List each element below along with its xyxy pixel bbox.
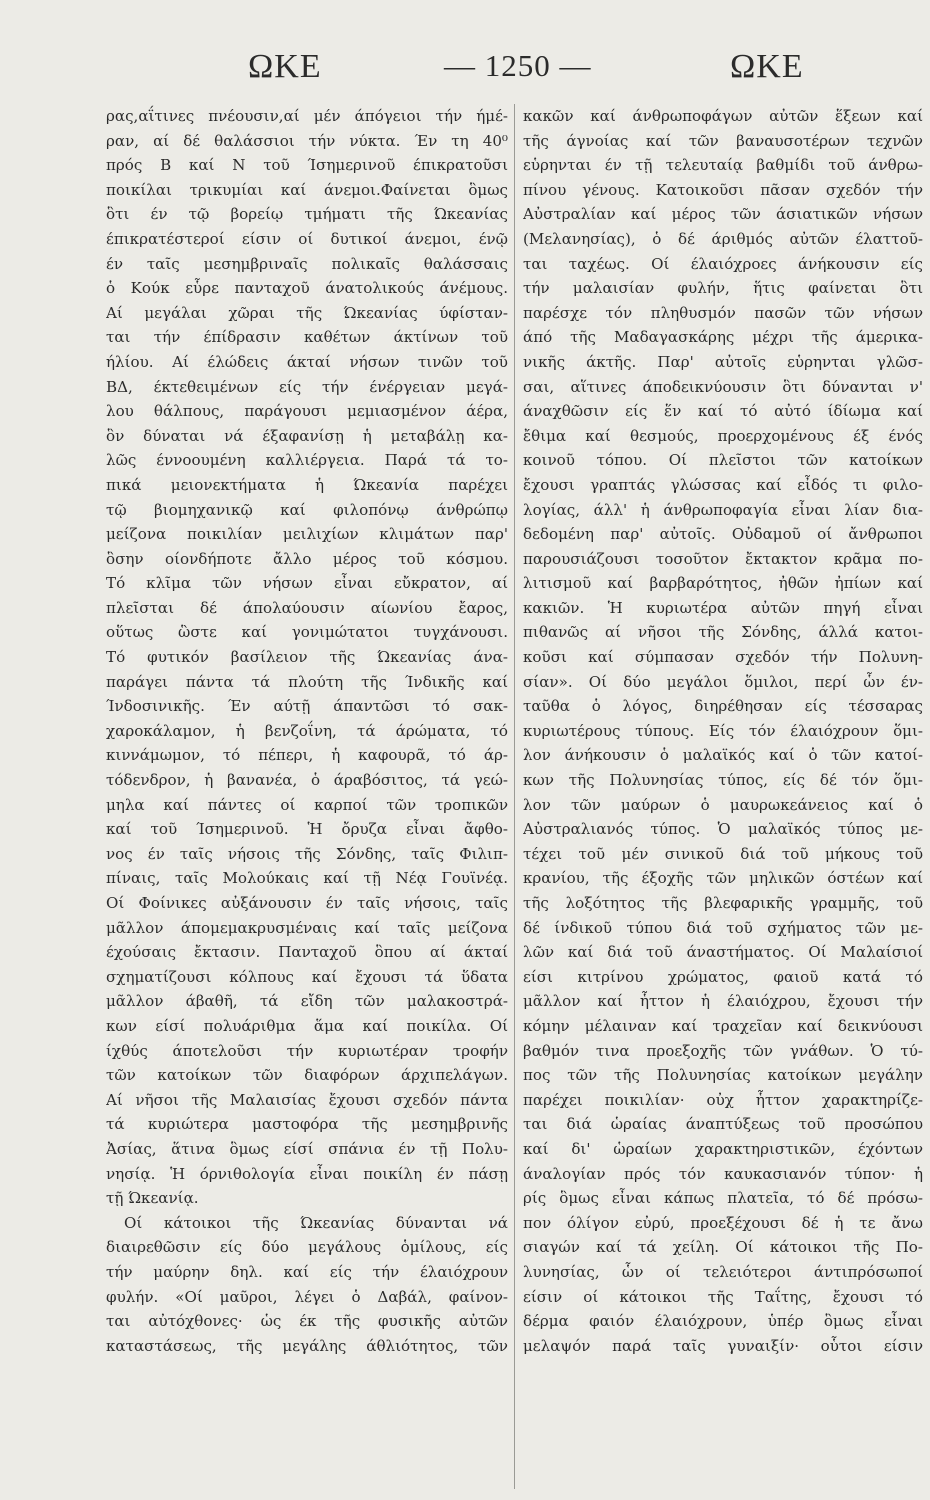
text-line: Τό φυτικόν βασίλειον τῆς Ώκεανίας άνα- xyxy=(106,648,508,667)
text-line: πικά μειονεκτήματα ἡ Ώκεανία παρέχει xyxy=(106,475,508,494)
text-line: ρίς ὃμως εἶναι κάπως πλατεῖα, τό δέ πρόσω- xyxy=(523,1189,923,1208)
text-line: μείζονα ποικιλίαν μειλιχίων κλιμάτων παρ' xyxy=(106,525,508,544)
text-line: μᾶλλον άπομεμακρυσμέναις καί ταῖς μείζονα xyxy=(106,918,508,937)
text-line: ΒΔ, έκτεθειμένων είς τήν ένέργειαν μεγά- xyxy=(106,377,508,396)
column-divider xyxy=(514,104,515,1489)
text-line: ὃσην οίονδήποτε ἄλλο μέρος τοῦ κόσμου. xyxy=(106,549,508,568)
text-line: λιτισμοῦ καί βαρβαρότητος, ἠθῶν ἠπίων καί xyxy=(523,574,923,593)
text-line: δέρμα φαιόν έλαιόχρουν, ὑπέρ ὃμως εἶναι xyxy=(523,1312,923,1331)
text-line: ὃτι έν τῷ βορείῳ τμήματι τῆς Ώκεανίας xyxy=(106,205,508,224)
text-line: ίχθύς άποτελοῦσι τήν κυριωτέραν τροφήν xyxy=(106,1041,508,1060)
text-line: είσιν οί κάτοικοι τῆς Ταΐτης, ἔχουσι τό xyxy=(523,1287,923,1306)
text-line: έχούσαις ἔκτασιν. Πανταχοῦ ὃπου αί άκταί xyxy=(106,943,508,962)
page-number: — 1250 — xyxy=(444,48,592,83)
text-line: άναλογίαν πρός τόν καυκασιανόν τύπον· ἡ xyxy=(523,1164,923,1183)
text-line: κρανίου, τῆς έξοχῆς τῶν μηλικῶν όστέων καί xyxy=(523,869,923,888)
text-line: Αὐστραλιανός τύπος. Ὁ μαλαϊκός τύπος με- xyxy=(523,820,923,839)
text-line: ἔχουσι γραπτάς γλώσσας καί εἶδός τι φιλο- xyxy=(523,475,923,494)
text-line: λον τῶν μαύρων ὁ μαυρωκεάνειος καί ὁ xyxy=(523,795,923,814)
text-line: τέχει τοῦ μέν σινικοῦ διά τοῦ μήκους τοῦ xyxy=(523,844,923,863)
text-line: άναχθῶσιν είς ἕν καί τό αὐτό ίδίωμα καί xyxy=(523,402,923,421)
text-line: ἔθιμα καί θεσμούς, προερχομένους έξ ένός xyxy=(523,426,923,445)
text-line: νος έν ταῖς νήσοις τῆς Σόνδης, ταῖς Φιλιπ- xyxy=(106,844,508,863)
text-line: Οί Φοίνικες αὐξάνουσιν έν ταῖς νήσοις, ταῖς xyxy=(106,894,508,912)
text-line: παρέσχε τόν πληθυσμόν πασῶν τῶν νήσων xyxy=(523,303,923,322)
text-line: πίνου γένους. Κατοικοῦσι πᾶσαν σχεδόν τήν xyxy=(523,180,923,199)
text-line: κυριωτέρους τύπους. Είς τόν έλαιόχρουν ὅμι- xyxy=(523,721,923,740)
text-line: πος τῶν τῆς Πολυνησίας κατοίκων μεγάλην xyxy=(523,1066,923,1085)
text-line: κων είσί πολυάριθμα ἅμα καί ποικίλα. Οί xyxy=(106,1016,508,1035)
text-line: πίναις, ταῖς Μολούκαις καί τῇ Νέᾳ Γουϊνέᾳ. xyxy=(106,869,508,888)
text-line: έν ταῖς μεσημβριναῖς πολικαῖς θαλάσσαις xyxy=(106,254,508,273)
text-line: κων τῆς Πολυνησίας τύπος, είς δέ τόν ὅμι- xyxy=(523,771,923,790)
text-line: οὕτως ὣστε καί γονιμώτατοι τυγχάνουσι. xyxy=(106,623,508,642)
text-line: λον άνήκουσιν ὁ μαλαϊκός καί ὁ τῶν κατοί- xyxy=(523,746,923,765)
text-line: λῶς έννοουμένη καλλιέργεια. Παρά τά το- xyxy=(106,451,508,470)
text-line: ρας,αΐτινες πνέουσιν,αί μέν άπόγειοι τήν ήμέ- xyxy=(106,107,508,125)
text-line: ποικίλαι τρικυμίαι καί άνεμοι.Φαίνεται ὃμως xyxy=(106,180,508,199)
left-text-column xyxy=(106,104,508,1358)
running-head-left: ΩΚΕ xyxy=(248,48,322,85)
text-line: καί τοῦ Ίσημερινοῦ. Ἡ ὄρυζα εἶναι ἄφθο- xyxy=(106,820,508,839)
text-line: Ἀσίας, ἅτινα ὃμως είσί σπάνια έν τῇ Πολυ- xyxy=(106,1139,508,1158)
text-line: λου θάλπους, παράγουσι μεμιασμένον άέρα, xyxy=(106,402,508,421)
text-line: λογίας, άλλ' ἡ άνθρωποφαγία εἶναι λίαν δια- xyxy=(523,500,923,519)
text-line: (Μελανησίας), ὁ δέ άριθμός αὐτῶν έλαττοῦ- xyxy=(523,229,923,248)
text-line: σίαν». Οί δύο μεγάλοι ὅμιλοι, περί ὧν έν- xyxy=(523,672,923,691)
text-line: έπικρατέστεροί είσιν οί δυτικοί άνεμοι, ένῷ xyxy=(106,229,508,248)
running-head-right: ΩΚΕ xyxy=(730,48,804,85)
text-line: κοῦσι καί σύμπασαν σχεδόν τήν Πολυνη- xyxy=(523,648,923,667)
text-line: ραν, αί δέ θαλάσσιοι τήν νύκτα. Έν τη 40⁰ xyxy=(106,131,508,150)
text-line: τῶν κατοίκων τῶν διαφόρων άρχιπελάγων. xyxy=(106,1066,508,1085)
text-line: ται τήν έπίδρασιν καθέτων άκτίνων τοῦ xyxy=(106,328,508,347)
text-line: λυνησίας, ὧν οί τελειότεροι άντιπρόσωποί xyxy=(523,1262,923,1281)
text-line: πιθανῶς αί νῆσοι τῆς Σόνδης, άλλά κατοι- xyxy=(523,623,923,642)
text-line: παρουσιάζουσι τοσοῦτον ἔκτακτον κρᾶμα πο- xyxy=(523,549,923,568)
text-line: δεδομένη παρ' αὐτοῖς. Οὐδαμοῦ οί ἄνθρωποι xyxy=(523,525,923,544)
text-line: ται ταχέως. Οί έλαιόχροες άνήκουσιν είς xyxy=(523,254,923,273)
text-line: σχηματίζουσι κόλπους καί ἔχουσι τά ὕδατα xyxy=(106,967,508,986)
text-line: είσι κιτρίνου χρώματος, φαιοῦ κατά τό xyxy=(523,967,923,986)
text-line: τῆς άγνοίας καί τῶν βαναυσοτέρων τεχνῶν xyxy=(523,131,923,150)
text-line: πον όλίγον εὐρύ, προεξέχουσι δέ ἡ τε ἄνω xyxy=(523,1213,923,1232)
text-line: ται αὐτόχθονες· ὡς έκ τῆς φυσικῆς αὐτῶν xyxy=(106,1312,508,1331)
text-line: κοινοῦ τόπου. Οί πλεῖστοι τῶν κατοίκων xyxy=(523,451,923,470)
text-line: κόμην μέλαιναν καί τραχεῖαν καί δεικνύουσι xyxy=(523,1016,923,1035)
text-line: δέ ίνδικοῦ τύπου διά τοῦ σχήματος τῶν με- xyxy=(523,918,923,937)
text-line: ήλίου. Αί έλώδεις άκταί νήσων τινῶν τοῦ xyxy=(106,352,508,371)
text-line: χαροκάλαμον, ἡ βενζοΐνη, τά άρώματα, τό xyxy=(106,721,508,740)
text-line: κακῶν καί άνθρωποφάγων αὐτῶν ἕξεων καί xyxy=(523,107,923,125)
text-line: παράγει πάντα τά πλούτη τῆς Ίνδικῆς καί xyxy=(106,672,508,691)
text-line: τῆς λοξότητος τῆς βλεφαρικῆς γραμμῆς, τοῦ xyxy=(523,894,923,912)
text-line: φυλήν. «Οί μαῦροι, λέγει ὁ Δαβάλ, φαίνον- xyxy=(106,1287,508,1306)
text-line: εὑρηνται έν τῇ τελευταίᾳ βαθμίδι τοῦ άνθρω- xyxy=(523,156,923,175)
text-line: Τό κλῖμα τῶν νήσων εἶναι εὔκρατον, αί xyxy=(106,574,508,593)
text-line: τά κυριώτερα μαστοφόρα τῆς μεσημβρινῆς xyxy=(106,1115,508,1134)
text-line: νικῆς άκτῆς. Παρ' αὐτοῖς εὑρηνται γλῶσ- xyxy=(523,352,923,371)
right-text-column xyxy=(523,104,923,1358)
text-line: πρός Β καί Ν τοῦ Ίσημερινοῦ έπικρατοῦσι xyxy=(106,156,508,175)
text-line: τήν μαύρην δηλ. καί είς τήν έλαιόχρουν xyxy=(106,1262,508,1281)
text-line: βαθμόν τινα προεξοχῆς τῶν γνάθων. Ὁ τύ- xyxy=(523,1041,923,1060)
text-line: μᾶλλον καί ἧττον ἡ έλαιόχρου, ἔχουσι τήν xyxy=(523,992,923,1011)
text-line: διαιρεθῶσιν είς δύο μεγάλους ὁμίλους, είς xyxy=(106,1238,508,1257)
text-line: τήν μαλαισίαν φυλήν, ἥτις φαίνεται ὃτι xyxy=(523,279,923,298)
page-header xyxy=(0,48,930,98)
text-line: πλεῖσται δέ άπολαύουσιν αίωνίου ἔαρος, xyxy=(106,598,508,617)
text-line: σαι, αἵτινες άποδεικνύουσιν ὃτι δύνανται ν' xyxy=(523,377,923,396)
text-line: λῶν καί διά τοῦ άναστήματος. Οί Μαλαίσιοί xyxy=(523,943,923,962)
text-line: Οί κάτοικοι τῆς Ώκεανίας δύνανται νά xyxy=(124,1213,508,1232)
text-line: καί δι' ὡραίων χαρακτηριστικῶν, έχόντων xyxy=(523,1139,923,1158)
text-line: ται διά ὡραίας άναπτύξεως τοῦ προσώπου xyxy=(523,1115,923,1134)
text-line: κακιῶν. Ἡ κυριωτέρα αὐτῶν πηγή εἶναι xyxy=(523,598,923,617)
text-line: καταστάσεως, τῆς μεγάλης άθλιότητος, τῶν xyxy=(106,1336,508,1355)
text-line: Αί νῆσοι τῆς Μαλαισίας ἔχουσι σχεδόν πάντα xyxy=(106,1090,508,1109)
text-line: Αί μεγάλαι χῶραι τῆς Ώκεανίας ύφίσταν- xyxy=(106,303,508,322)
text-line: ταῦθα ὁ λόγος, διηρέθησαν είς τέσσαρας xyxy=(523,697,923,716)
text-line: μελαψόν παρά ταῖς γυναιξίν· οὗτοι είσιν xyxy=(523,1336,923,1355)
text-line: ὃν δύναται νά έξαφανίσῃ ἡ μεταβάλῃ κα- xyxy=(106,426,508,445)
text-line: ὁ Κούκ εὗρε πανταχοῦ άνατολικούς άνέμους. xyxy=(106,279,508,298)
text-line: τῷ βιομηχανικῷ καί φιλοπόνῳ άνθρώπῳ xyxy=(106,500,508,519)
text-line: σιαγών καί τά χείλη. Οί κάτοικοι τῆς Πο- xyxy=(523,1238,923,1257)
text-line: Αὐστραλίαν καί μέρος τῶν άσιατικῶν νήσων xyxy=(523,205,923,224)
text-line: άπό τῆς Μαδαγασκάρης μέχρι τῆς άμερικα- xyxy=(523,328,923,347)
text-line: κιννάμωμον, τό πέπερι, ἡ καφουρᾶ, τό άρ- xyxy=(106,746,508,765)
text-line: νησίᾳ. Ἡ όρνιθολογία εἶναι ποικίλη έν πάσῃ xyxy=(106,1164,508,1183)
text-line: παρέχει ποικιλίαν· οὐχ ἧττον χαρακτηρίζε- xyxy=(523,1090,923,1109)
text-line: Ίνδοσινικῆς. Έν αύτῇ άπαντῶσι τό σακ- xyxy=(106,697,508,716)
text-line: τῇ Ώκεανίᾳ. xyxy=(106,1189,199,1208)
text-line: μᾶλλον άβαθῆ, τά εἴδη τῶν μαλακοστρά- xyxy=(106,992,508,1011)
text-line: μηλα καί πάντες οί καρποί τῶν τροπικῶν xyxy=(106,795,508,814)
text-line: τόδενδρον, ἡ βανανέα, ὁ άραβόσιτος, τά γεώ- xyxy=(106,771,508,790)
